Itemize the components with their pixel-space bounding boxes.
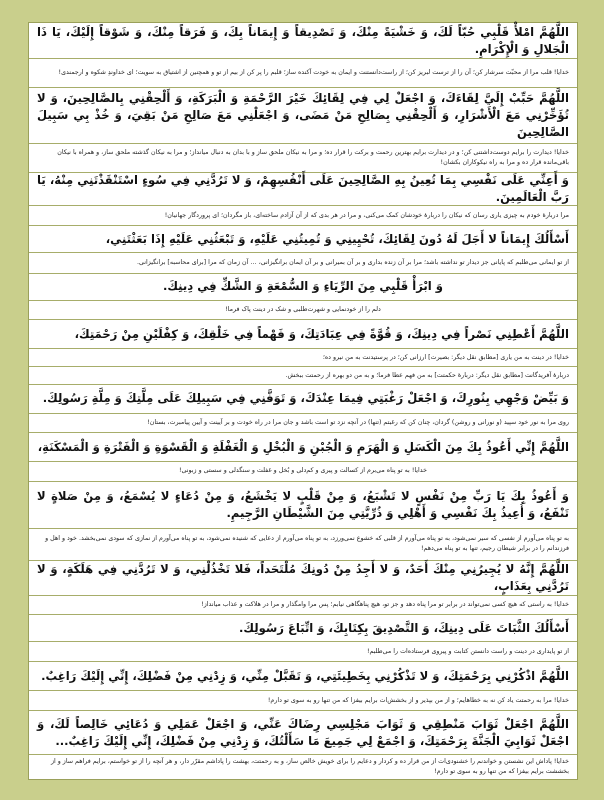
persian-translation: خدایا! در دینت به من یاری [مطابق نقل دیگر: بصیرت] ارزانی کن؛ در پرستیدنت به من نیرو ده؛: [322, 353, 569, 361]
arabic-verse: أَسْأَلُكَ إِيمَاناً لا أَجَلَ لَهُ دُونَ لِقَائِكَ، تُحْيِينِي وَ تُمِيتُنِي عَلَيْهِ، وَ تَبْعَثُنِي عَلَيْهِ إِذَا بَعَثْتَنِي،: [105, 231, 569, 246]
arabic-verse: أَسْأَلُكَ الثَّبَاتَ عَلَى دِينِكَ، وَ التَّصْدِيقَ بِكِتَابِكَ، وَ اتِّبَاعَ رَسُولِكَ.: [239, 620, 569, 635]
translation-row-8: [29, 462, 577, 482]
prayer-row-5: [29, 274, 577, 301]
persian-translation: خدایا! قلب مرا از محبّت سرشار کن؛ آن را از ترست لبریز کن؛ از راست‌دانستنت و ایمان به خودت آکنده ساز؛ قلبم را پر کن از بیم از تو و همچنین از اشتیاق به سویت؛ ای خداوندِ شکوه و ارجمندی!: [58, 68, 569, 76]
translation-row-7: [29, 414, 577, 434]
translation-row-6a: [29, 349, 577, 367]
translation-row-10: [29, 596, 577, 616]
arabic-verse: اللَّهُمَّ امْلأْ قَلْبِي حُبّاً لَكَ، وَ خَشْيَةً مِنْكَ، وَ تَصْدِيقاً وَ إِيمَاناً بِكَ، وَ فَرَقاً مِنْكَ، وَ شَوْقاً إِلَيْكَ، يَا ذَا الْجَلالِ وَ الْإِكْرَامِ.: [37, 24, 569, 56]
translation-row-6b: [29, 367, 577, 385]
prayer-row-7: [29, 385, 577, 414]
persian-translation: از تو ایمانی می‌طلبم که پایانی جز دیدار تو نداشته باشد؛ مرا بر آن زنده بداری و بر آن بمیرانی و بر آن ایمان برانگیزانی، … آن زمان که مرا [برای محاسبه] برانگیزانی.: [137, 259, 569, 267]
arabic-verse: اللَّهُمَّ إِنَّهُ لا يُجِيرُنِي مِنْكَ أَحَدٌ، وَ لا أَجِدُ مِنْ دُونِكَ مُلْتَحَداً، فَلا تَخْذُلْنِي، وَ لا تَرُدَّنِي فِي هَلَكَةٍ، وَ لا تَرُدَّنِي بِعَذَابٍ،: [37, 561, 569, 593]
prayer-page: [28, 22, 578, 780]
translation-row-13: [29, 755, 577, 779]
arabic-verse: وَ ابْرَأْ قَلْبِي مِنَ الرِّيَاءِ وَ السُّمْعَةِ وَ الشَّكِّ فِي دِينِكَ.: [162, 279, 444, 294]
translation-row-5: [29, 301, 577, 321]
arabic-verse: وَ بَيِّضْ وَجْهِي بِنُورِكَ، وَ اجْعَلْ رَغْبَتِي فِيمَا عِنْدَكَ، وَ تَوَفَّنِي فِي سَبِيلِكَ عَلَى مِلَّتِكَ وَ مِلَّةِ رَسُولِكَ.: [42, 391, 569, 406]
translation-row-2: [29, 144, 577, 173]
persian-translation: از تو پایداری در دینت و راست دانستن کتابت و پیروی فرستاده‌ات را می‌طلبم!: [366, 647, 569, 655]
arabic-verse: وَ أَعِنِّي عَلَى نَفْسِي بِمَا تُعِينُ بِهِ الصَّالِحِينَ عَلَى أَنْفُسِهِمْ، وَ لا تَرُدَّنِي فِي سُوءٍ اسْتَنْقَذْتَنِي مِنْهُ، يَا رَبَّ الْعَالَمِينَ.: [37, 173, 569, 204]
persian-translation: خدایا! پاداش این نشستن و خواندنم را خشنودی‌ات از من قرار ده و کردار و دعایم را برای خویش خالص ساز، و به رحمتت، بهشت را پاداشم مقرّر دار، و هر آنچه را از تو خواستم، برایم فراهم ساز و از بخششت برایم بیفزا که من تنها رو به سوی تو دارم!: [50, 758, 569, 776]
arabic-verse: اللَّهُمَّ اجْعَلْ ثَوَابَ مَنْطِقِي وَ ثَوَابَ مَجْلِسِي رِضَاكَ عَنِّي، وَ اجْعَلْ عَمَلِي وَ دُعَائِي خَالِصاً لَكَ، وَ اجْعَلْ ثَوَابِيَ الْجَنَّةَ بِرَحْمَتِكَ، وَ اجْمَعْ لِي جَمِيعَ مَا سَأَلْتُكَ، وَ زِدْنِي مِنْ فَضْلِكَ، إِنِّي إِلَيْكَ رَاغِبٌ...: [37, 716, 569, 748]
persian-translation: روی مرا به نور خود سپید (و نورانی و روشن) گردان، چنان کن که رغبتم (تنها) در آنچه نزد تو است باشد و جان مرا در راه خودت و بر آیینت و آیین پیامبرت، بستان!: [147, 419, 569, 427]
arabic-verse: اللَّهُمَّ إِنِّي أَعُوذُ بِكَ مِنَ الْكَسَلِ وَ الْهَرَمِ وَ الْجُبْنِ وَ الْبُخْلِ وَ الْغَفْلَةِ وَ الْقَسْوَةِ وَ الْفَتْرَةِ وَ الْمَسْكَنَةِ،: [37, 439, 569, 454]
prayer-row-11: [29, 615, 577, 642]
translation-row-11: [29, 642, 577, 662]
persian-translation: دربارهٔ آفریدگانت [مطابق نقل دیگر: دربارهٔ حکمتت] به من فهم عطا فرما؛ و به من دو بهره از رحمتت ببخش.: [285, 371, 569, 379]
persian-translation: خدایا! مرا به رحمتت یاد کن نه به خطاهایم؛ و از من بپذیر و از بخشش‌ات برایم بیفزا که من تنها رو به سوی تو دارم!: [267, 696, 569, 704]
arabic-verse: اللَّهُمَّ أَعْطِنِي نَصْراً فِي دِينِكَ، وَ قُوَّةً فِي عِبَادَتِكَ، وَ فَهْماً فِي خَلْقِكَ، وَ كِفْلَيْنِ مِنْ رَحْمَتِكَ،: [74, 326, 569, 341]
translation-row-4: [29, 253, 577, 273]
prayer-row-8: [29, 433, 577, 462]
prayer-row-3: [29, 173, 577, 206]
persian-translation: دلم را از خودنمایی و شهرت‌طلبی و شک در دینت پاک فرما!: [225, 306, 381, 314]
arabic-verse: وَ أَعُوذُ بِكَ يَا رَبِّ مِنْ نَفْسٍ لا تَشْبَعُ، وَ مِنْ قَلْبٍ لا يَخْشَعُ، وَ مِنْ دُعَاءٍ لا يُسْمَعُ، وَ مِنْ صَلاةٍ لا تَنْفَعُ، وَ أُعِيذُ بِكَ نَفْسِي وَ أَهْلِي وَ ذُرِّيَّتِي مِنَ الشَّيْطَانِ الرَّجِيمِ.: [37, 488, 569, 520]
persian-translation: خدایا! دیدارت را برایم دوست‌داشتنی کن؛ و در دیدارت برایم بهترین رحمت و برکت را قرار ده؛ و مرا به نیکان ملحق ساز و با بدان به دنبال میانداز؛ و مرا به نیکان گذشته ملحق ساز، و همراه با نیکان باقی‌مانده قرار ده و مرا به راه نیکوکاران بکشان!: [57, 148, 569, 166]
prayer-row-12: [29, 662, 577, 691]
prayer-row-6: [29, 320, 577, 349]
persian-translation: به تو پناه می‌آورم از نفسی که سیر نمی‌شود، به تو پناه می‌آورم از قلبی که خشوع نمی‌ورزد، به تو پناه می‌آورم از دعایی که شنیده نمی‌شود، به تو پناه می‌آورم از نمازی که سودی نمی‌بخشد. خود و اهل و فرزندانم را در برابر شیطان رجیم، تنها به تو پناه می‌دهم!: [45, 535, 569, 553]
prayer-row-2: [29, 88, 577, 144]
translation-row-9: [29, 529, 577, 561]
prayer-row-9: [29, 482, 577, 529]
prayer-row-10: [29, 561, 577, 596]
arabic-verse: اللَّهُمَّ حَبِّبْ إِلَيَّ لِقَاءَكَ، وَ اجْعَلْ لِي فِي لِقَائِكَ خَيْرَ الرَّحْمَةِ وَ الْبَرَكَةِ، وَ أَلْحِقْنِي بِالصَّالِحِينَ، وَ لا تُؤَخِّرْنِي مَعَ الْأَشْرَارِ، وَ أَلْحِقْنِي بِصَالِحِ مَنْ مَضَى، وَ اجْعَلْنِي مَعَ صَالِحِ مَنْ بَقِيَ، وَ خُذْ بِي سَبِيلَ الصَّالِحِينَ: [37, 90, 569, 139]
persian-translation: مرا دربارهٔ خودم به چیزی یاری رسان که نیکان را دربارهٔ خودشان کمک می‌کنی، و مرا در هر بدی که از آن آزادم ساخته‌ای، باز مگردان؛ ای پروردگار جهانیان!: [164, 211, 569, 219]
translation-row-3: [29, 206, 577, 226]
persian-translation: خدایا! به راستی که هیچ کسی نمی‌تواند در برابر تو مرا پناه دهد و جز تو، هیچ پناهگاهی نیابم؛ پس مرا وامگذار و مرا در هلاکت و عذاب میانداز!: [201, 601, 569, 609]
prayer-row-1: [29, 23, 577, 59]
prayer-row-4: [29, 226, 577, 253]
translation-row-12: [29, 691, 577, 711]
prayer-row-13: [29, 711, 577, 755]
translation-row-1: [29, 59, 577, 88]
arabic-verse: اللَّهُمَّ اذْكُرْنِي بِرَحْمَتِكَ، وَ لا تَذْكُرْنِي بِخَطِيئَتِي، وَ تَقَبَّلْ مِنِّي، وَ زِدْنِي مِنْ فَضْلِكَ، إِنِّي إِلَيْكَ رَاغِبٌ.: [41, 668, 569, 683]
persian-translation: خدایا! به تو پناه می‌برم از کسالت و پیری و کم‌دلی و بُخل و غفلت و سنگدلی و سستی و زبونی!: [179, 467, 427, 475]
